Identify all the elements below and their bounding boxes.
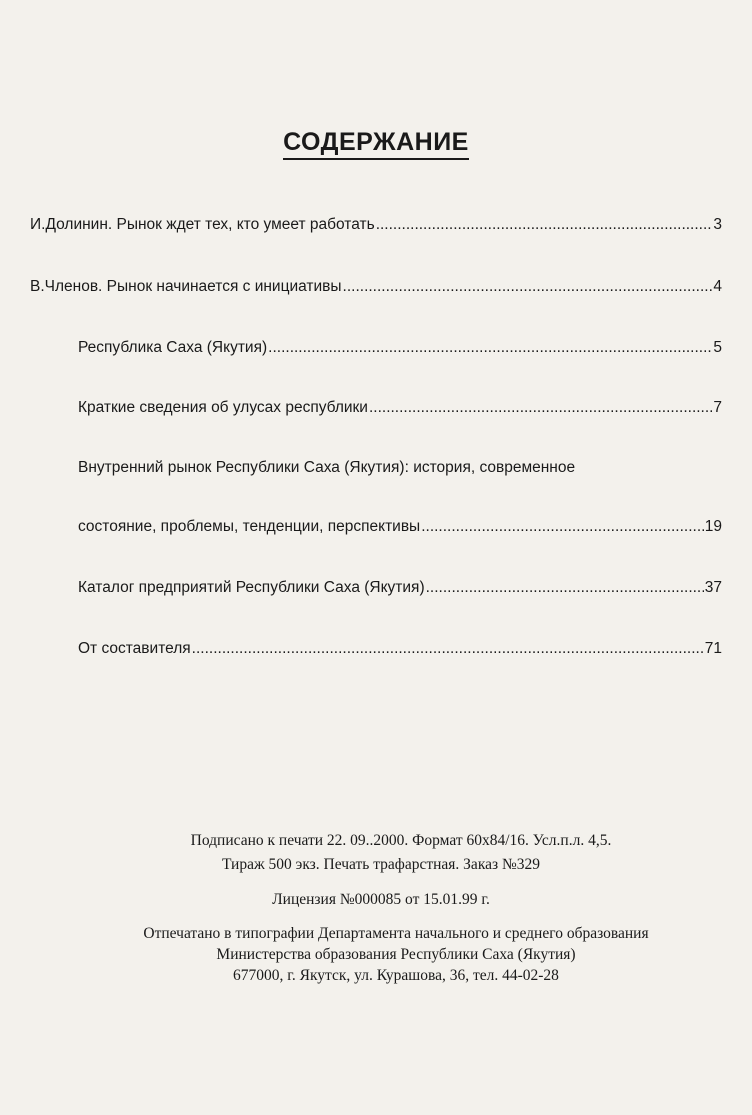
toc-leader-dots bbox=[343, 278, 713, 296]
imprint-line-3: Лицензия №000085 от 15.01.99 г. bbox=[272, 891, 490, 908]
toc-entry-label: От составителя bbox=[78, 640, 191, 657]
toc-entry-1 bbox=[30, 216, 722, 234]
toc-entry-7 bbox=[78, 640, 722, 658]
toc-page-number: 5 bbox=[713, 339, 722, 356]
toc-entry-label: Республика Саха (Якутия) bbox=[78, 339, 268, 356]
imprint-line-1: Подписано к печати 22. 09..2000. Формат 60х84/16. Усл.п.л. 4,5. bbox=[190, 832, 612, 849]
page-title-text: СОДЕРЖАНИЕ bbox=[283, 128, 469, 160]
toc-entry-label: состояние, проблемы, тенденции, перспективы bbox=[78, 518, 421, 535]
page-title bbox=[0, 128, 752, 160]
toc-leader-dots bbox=[369, 399, 712, 417]
toc-page-number: 37 bbox=[704, 579, 722, 596]
toc-leader-dots bbox=[268, 339, 712, 357]
toc-entry-5 bbox=[78, 518, 722, 536]
imprint-line-2: Тираж 500 экз. Печать трафарстная. Заказ №329 bbox=[221, 856, 541, 873]
toc-entry-label: Краткие сведения об улусах республики bbox=[78, 399, 368, 416]
toc-entry-label: И.Долинин. Рынок ждет тех, кто умеет работать bbox=[30, 216, 375, 233]
toc-page-number: 3 bbox=[713, 216, 722, 233]
toc-entry-3 bbox=[78, 339, 722, 357]
imprint-line-6: 677000, г. Якутск, ул. Курашова, 36, тел. 44-02-28 bbox=[233, 967, 559, 984]
toc-leader-dots bbox=[421, 518, 704, 536]
toc-entry-label: В.Членов. Рынок начинается с инициативы bbox=[30, 278, 342, 295]
toc-leader-dots bbox=[376, 216, 713, 234]
toc-entry-6 bbox=[78, 579, 722, 597]
toc-page-number: 7 bbox=[713, 399, 722, 416]
toc-entry-4 bbox=[78, 399, 722, 417]
toc-entry-2 bbox=[30, 278, 722, 296]
toc-leader-dots bbox=[192, 640, 704, 658]
toc-page-number: 4 bbox=[713, 278, 722, 295]
toc-entry-label: Каталог предприятий Республики Саха (Якутия) bbox=[78, 579, 425, 596]
toc-page-number: 71 bbox=[704, 640, 722, 657]
toc-entry-5-line1: Внутренний рынок Республики Саха (Якутия): история, современное bbox=[78, 459, 576, 476]
toc-page-number: 19 bbox=[704, 518, 722, 535]
toc-leader-dots bbox=[426, 579, 704, 597]
imprint-line-5: Министерства образования Республики Саха (Якутия) bbox=[216, 946, 576, 963]
imprint-line-4: Отпечатано в типографии Департамента начального и среднего образования bbox=[143, 925, 649, 942]
